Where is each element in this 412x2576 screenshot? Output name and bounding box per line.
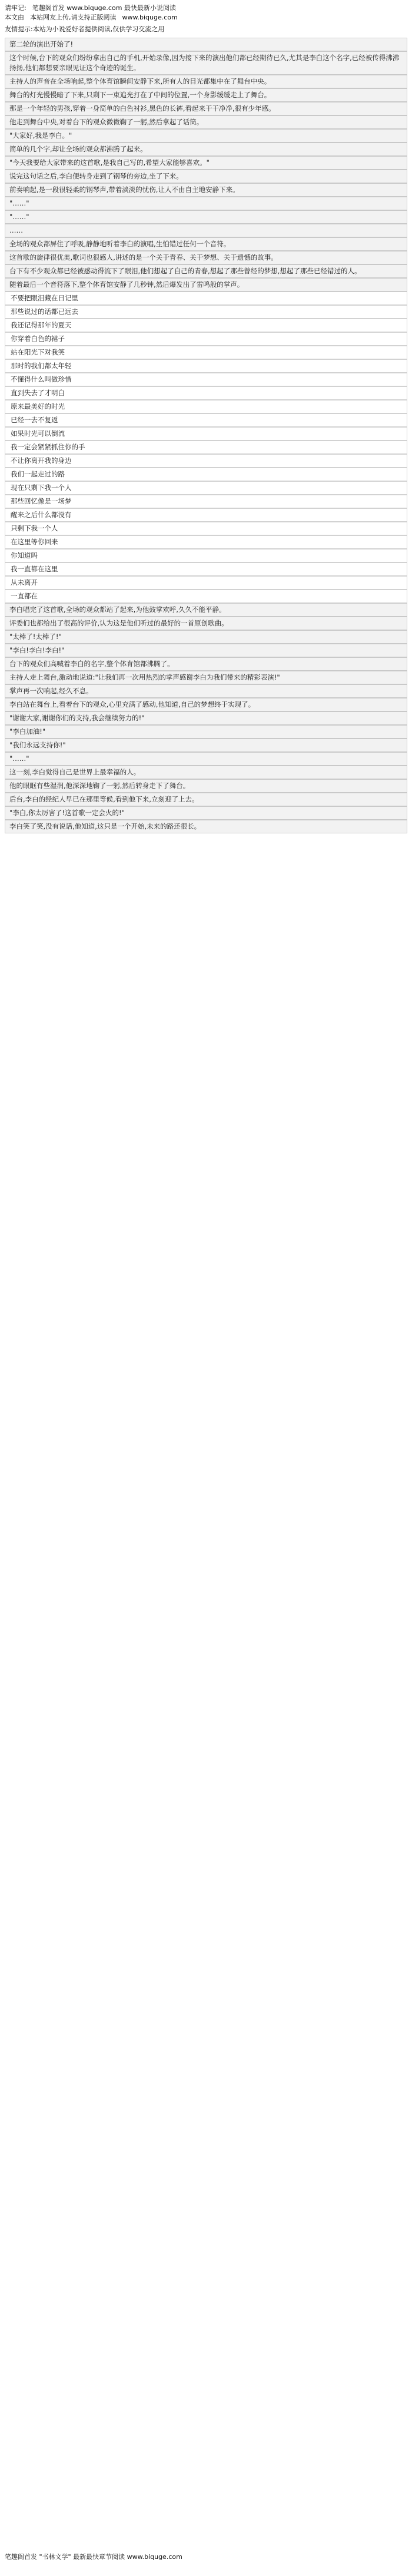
lyric-line xyxy=(5,292,407,305)
lyric-line xyxy=(5,549,407,562)
paragraph xyxy=(5,170,407,183)
paragraph xyxy=(5,657,407,671)
paragraph xyxy=(5,617,407,630)
paragraph-text: 台下的观众们高喊着李白的名字,整个体育馆都沸腾了。 xyxy=(9,660,174,668)
site-link[interactable]: www.biquge.com xyxy=(122,14,178,21)
lyric-line xyxy=(5,576,407,590)
paragraph-text: 他走到舞台中央,对着台下的观众微微鞠了一躬,然后拿起了话筒。 xyxy=(9,118,204,126)
paragraph xyxy=(5,684,407,698)
lyric-line-text: 不要把眼泪藏在日记里 xyxy=(11,294,78,302)
paragraph-text: 掌声再一次响起,经久不息。 xyxy=(9,687,93,695)
lyric-line xyxy=(5,373,407,386)
paragraph-text: 前奏响起,是一段很轻柔的钢琴声,带着淡淡的忧伤,让人不由自主地安静下来。 xyxy=(9,186,240,194)
lyric-line-text: 一直都在 xyxy=(11,592,38,600)
paragraph-text: 评委们也都给出了很高的评价,认为这是他们听过的最好的一首原创歌曲。 xyxy=(9,619,228,627)
paragraph xyxy=(5,115,407,129)
paragraph-text: "谢谢大家,谢谢你们的支持,我会继续努力的!" xyxy=(9,714,145,722)
lyric-line xyxy=(5,468,407,481)
lyric-line xyxy=(5,427,407,441)
lyric-line-text: 不让你离开我的身边 xyxy=(11,456,72,465)
lyric-line xyxy=(5,332,407,346)
paragraph-text: 李白站在舞台上,看着台下的观众,心里充满了感动,他知道,自己的梦想终于实现了。 xyxy=(9,700,255,708)
paragraph-text: "……" xyxy=(9,199,29,207)
paragraph-text: "……" xyxy=(9,213,29,221)
lyric-line-text: 我们一起走过的路 xyxy=(11,470,65,478)
paragraph xyxy=(5,156,407,170)
paragraph-text: "李白,你太厉害了!这首歌一定会火的!" xyxy=(9,809,125,817)
paragraph xyxy=(5,644,407,657)
paragraph-text: …… xyxy=(9,226,23,234)
paragraph-text: 说完这句话之后,李白便转身走到了钢琴的旁边,坐了下来。 xyxy=(9,172,183,180)
notice-label: 请牢记: xyxy=(5,4,26,12)
paragraph-text: 台下有不少观众都已经被感动得流下了眼泪,他们想起了自己的青春,想起了那些曾经的梦想,想起了那些已经错过的人。 xyxy=(9,267,361,275)
paragraph xyxy=(5,183,407,197)
lyric-line-text: 直到失去了才明白 xyxy=(11,389,65,397)
lyric-line xyxy=(5,400,407,413)
lyric-line xyxy=(5,495,407,508)
lyric-line-text: 原来最美好的时光 xyxy=(11,402,65,410)
source-label: 本文由 xyxy=(5,14,24,21)
lyric-line-text: 如果时光可以倒流 xyxy=(11,429,65,438)
paragraph-text: 主持人的声音在全场响起,整个体育馆瞬间安静下来,所有人的目光都集中在了舞台中央。 xyxy=(9,77,271,85)
paragraph xyxy=(5,603,407,617)
paragraph xyxy=(5,251,407,264)
lyric-line-text: 我一直都在这里 xyxy=(11,565,58,573)
paragraph xyxy=(5,698,407,711)
chapter-content xyxy=(5,38,407,2547)
paragraph xyxy=(5,793,407,806)
paragraph xyxy=(5,739,407,752)
paragraph xyxy=(5,102,407,115)
paragraph-text: 第二轮的演出开始了! xyxy=(9,40,74,48)
lyric-line xyxy=(5,590,407,603)
paragraph-text: 全场的观众都屏住了呼吸,静静地听着李白的演唱,生怕错过任何一个音符。 xyxy=(9,240,231,248)
paragraph xyxy=(5,197,407,210)
footer-notice: 笔趣阁首发 "书林文学" 最新最快章节阅读 www.biquge.com xyxy=(5,2553,182,2561)
paragraph-text: 李白笑了笑,没有说话,他知道,这只是一个开始,未来的路还很长。 xyxy=(9,822,201,830)
paragraph xyxy=(5,51,407,75)
paragraph xyxy=(5,630,407,644)
lyric-line xyxy=(5,522,407,535)
paragraph xyxy=(5,88,407,102)
paragraph xyxy=(5,671,407,684)
paragraph xyxy=(5,752,407,766)
site-notice-line xyxy=(5,4,407,13)
lyric-line-text: 你知道吗 xyxy=(11,551,38,559)
paragraph xyxy=(5,237,407,251)
paragraph-text: 那是一个年轻的男孩,穿着一身简单的白色衬衫,黑色的长裤,看起来干干净净,很有少年感。 xyxy=(9,104,275,112)
paragraph xyxy=(5,278,407,292)
lyric-line xyxy=(5,508,407,522)
lyric-line-text: 站在阳光下对我笑 xyxy=(11,348,65,356)
lyric-line-text: 你穿着白色的裙子 xyxy=(11,335,65,343)
lyric-line-text: 醒来之后什么都没有 xyxy=(11,511,72,519)
paragraph xyxy=(5,129,407,143)
paragraph-text: "李白!李白!李白!" xyxy=(9,646,65,654)
paragraph-text: 他的眼眶有些湿润,他深深地鞠了一躬,然后转身走下了舞台。 xyxy=(9,782,190,790)
disclaimer-line: 友情提示:本站为小说爱好者提供阅读,仅供学习交流之用 xyxy=(5,25,165,33)
paragraph xyxy=(5,725,407,739)
paragraph xyxy=(5,806,407,820)
lyric-line-text: 不懂得什么叫做珍惜 xyxy=(11,375,72,383)
paragraph xyxy=(5,210,407,224)
lyric-line xyxy=(5,413,407,427)
paragraph-text: 这个时候,台下的观众们纷纷拿出自己的手机,开始录像,因为接下来的演出他们都已经期待已久,尤其是李白这个名字,已经被传得沸沸扬扬,他们都想要亲眼见证这个奇迹的诞生。 xyxy=(9,54,400,72)
lyric-line xyxy=(5,305,407,319)
lyric-line-text: 在这里等你回来 xyxy=(11,538,58,546)
paragraph xyxy=(5,143,407,156)
paragraph-text: "大家好,我是李白。" xyxy=(9,131,72,140)
paragraph-text: 李白唱完了这首歌,全场的观众都站了起来,为他鼓掌欢呼,久久不能平静。 xyxy=(9,605,226,614)
paragraph xyxy=(5,766,407,779)
paragraph-text: 这首歌的旋律很优美,歌词也很感人,讲述的是一个关于青春、关于梦想、关于遗憾的故事。 xyxy=(9,253,278,261)
lyric-line-text: 那时的我们都太年轻 xyxy=(11,362,72,370)
lyric-line xyxy=(5,454,407,468)
lyric-line-text: 那些回忆像是一场梦 xyxy=(11,497,72,505)
lyric-line-text: 我一定会紧紧抓住你的手 xyxy=(11,443,85,451)
paragraph xyxy=(5,75,407,88)
paragraph xyxy=(5,820,407,833)
paragraph-text: "李白加油!" xyxy=(9,727,46,736)
lyric-line-text: 从未离开 xyxy=(11,578,38,587)
lyric-line xyxy=(5,346,407,359)
lyric-line xyxy=(5,535,407,549)
lyric-line-text: 只剩下我一个人 xyxy=(11,524,58,532)
notice-text: 笔趣阁首发 www.biquge.com 最快最新小说阅读 xyxy=(32,4,176,12)
paragraph xyxy=(5,779,407,793)
paragraph-text: "太棒了!太棒了!" xyxy=(9,633,62,641)
paragraph-text: 主持人走上舞台,激动地说道:"让我们再一次用热烈的掌声感谢李白为我们带来的精彩表演!" xyxy=(9,673,280,681)
paragraph xyxy=(5,264,407,278)
lyric-line-text: 我还记得那年的夏天 xyxy=(11,321,72,329)
paragraph-text: "……" xyxy=(9,754,29,763)
paragraph-text: "今天我要给大家带来的这首歌,是我自己写的,希望大家能够喜欢。" xyxy=(9,158,210,167)
paragraph-text: 简单的几个字,却让全场的观众都沸腾了起来。 xyxy=(9,145,147,153)
lyric-line xyxy=(5,359,407,373)
paragraph xyxy=(5,38,407,51)
paragraph-text: 舞台的灯光慢慢暗了下来,只剩下一束追光打在了中间的位置,一个身影缓缓走上了舞台。 xyxy=(9,91,271,99)
paragraph xyxy=(5,711,407,725)
paragraph-text: 这一刻,李白觉得自己是世界上最幸福的人。 xyxy=(9,768,141,776)
paragraph xyxy=(5,224,407,237)
paragraph-text: 随着最后一个音符落下,整个体育馆安静了几秒钟,然后爆发出了雷鸣般的掌声。 xyxy=(9,280,244,289)
lyric-line xyxy=(5,319,407,332)
source-notice-line xyxy=(5,13,407,22)
lyric-line-text: 已经一去不复返 xyxy=(11,416,58,424)
paragraph-text: 后台,李白的经纪人早已在那里等候,看到他下来,立刻迎了上去。 xyxy=(9,795,199,803)
lyric-line xyxy=(5,481,407,495)
lyric-line-text: 那些说过的话都已远去 xyxy=(11,307,78,316)
lyric-line xyxy=(5,441,407,454)
source-text: 本站网友上传,请支持正版阅读 xyxy=(30,14,117,21)
paragraph-text: "我们永远支持你!" xyxy=(9,741,66,749)
lyric-line-text: 现在只剩下我一个人 xyxy=(11,484,72,492)
lyric-line xyxy=(5,386,407,400)
lyric-line xyxy=(5,562,407,576)
